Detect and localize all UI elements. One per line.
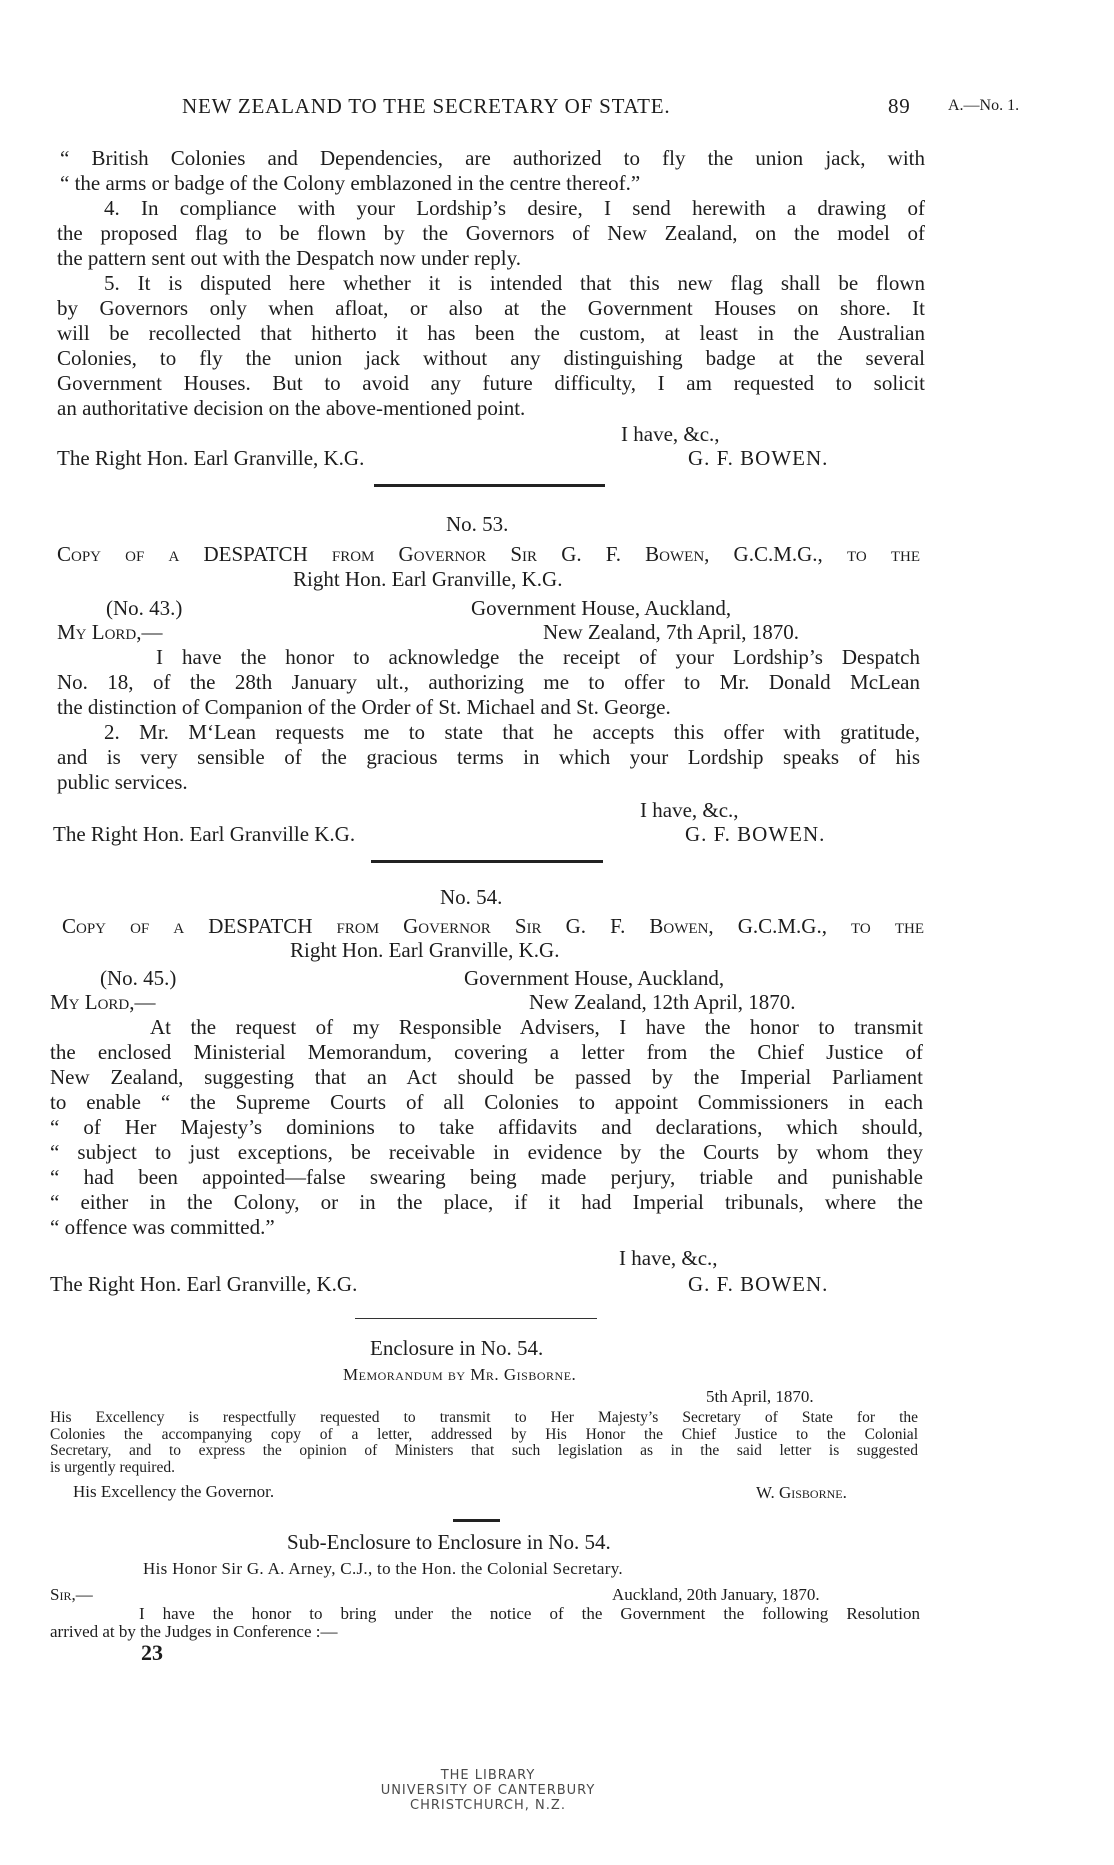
text-line: I have the honor to acknowledge the receipt of your Lordship’s Despatch xyxy=(156,645,920,669)
text-line: will be recollected that hitherto it has been the custom, at least in the Australian xyxy=(57,321,925,345)
despatch-paragraph-2 xyxy=(57,720,920,795)
despatch-date: New Zealand, 7th April, 1870. xyxy=(543,620,800,644)
section-divider xyxy=(453,1519,500,1522)
despatch-place: Government House, Auckland, xyxy=(464,966,725,990)
despatch-reference: (No. 45.) xyxy=(100,966,177,990)
text-line: His Excellency is respectfully requested to transmit to Her Majesty’s Secretary of State for the xyxy=(50,1409,918,1426)
text-line: the enclosed Ministerial Memorandum, covering a letter from the Chief Justice of xyxy=(50,1040,923,1064)
subenclosure-heading: Sub-Enclosure to Enclosure in No. 54. xyxy=(287,1530,611,1554)
addressee: His Excellency the Governor. xyxy=(73,1482,275,1501)
document-reference: A.—No. 1. xyxy=(948,97,1020,114)
despatch-paragraph-1 xyxy=(57,645,920,720)
despatch-place: Government House, Auckland, xyxy=(471,596,732,620)
text-line: “ offence was committed.” xyxy=(50,1215,275,1239)
text-line: 4. In compliance with your Lordship’s desire, I send herewith a drawing of xyxy=(104,196,925,220)
text-line: the proposed flag to be flown by the Governors of New Zealand, on the model of xyxy=(57,221,925,245)
salutation: Sir,— xyxy=(50,1585,93,1604)
signature-mark: 23 xyxy=(141,1640,163,1665)
text-line: At the request of my Responsible Advisers, I have the honor to transmit xyxy=(150,1015,923,1039)
text-line: is urgently required. xyxy=(50,1458,175,1476)
closing: I have, &c., xyxy=(619,1246,718,1270)
enclosure-heading: Enclosure in No. 54. xyxy=(370,1336,544,1360)
addressee: The Right Hon. Earl Granville K.G. xyxy=(53,822,356,846)
text-line: Secretary, and to express the opinion of Ministers that such legislation as in the said letter is suggested xyxy=(50,1442,918,1459)
despatch-title xyxy=(62,914,924,939)
enclosure-date: 5th April, 1870. xyxy=(706,1387,814,1406)
subenclosure-body xyxy=(50,1605,920,1641)
despatch-title-line-2: Right Hon. Earl Granville, K.G. xyxy=(290,938,560,962)
stamp-line: UNIVERSITY OF CANTERBURY xyxy=(380,1783,596,1798)
signature: W. Gisborne. xyxy=(756,1483,847,1502)
despatch-title-line-2: Right Hon. Earl Granville, K.G. xyxy=(293,567,563,591)
despatch-paragraph-1 xyxy=(50,1015,923,1240)
intro-paragraph-5 xyxy=(57,271,925,421)
text-line: “ of Her Majesty’s dominions to take affidavits and declarations, which should, xyxy=(50,1115,923,1139)
text-line: Copy of a DESPATCH from Governor Sir G. F. Bowen, G.C.M.G., to the xyxy=(62,914,924,938)
enclosure-subheading: Memorandum by Mr. Gisborne. xyxy=(343,1365,577,1384)
signature: G. F. BOWEN. xyxy=(685,822,826,846)
despatch-number: No. 54. xyxy=(440,885,503,909)
text-line: arrived at by the Judges in Conference :— xyxy=(50,1622,338,1641)
text-line: Colonies, to fly the union jack without any distinguishing badge at the several xyxy=(57,346,925,370)
addressee: The Right Hon. Earl Granville, K.G. xyxy=(57,446,365,470)
text-line: No. 18, of the 28th January ult., authorizing me to offer to Mr. Donald McLean xyxy=(57,670,920,694)
section-divider xyxy=(374,484,605,487)
text-line: and is very sensible of the gracious terms in which your Lordship speaks of his xyxy=(57,745,920,769)
intro-quote xyxy=(57,146,925,196)
text-line: I have the honor to bring under the notice of the Government the following Resolution xyxy=(139,1604,920,1623)
despatch-date: New Zealand, 12th April, 1870. xyxy=(529,990,796,1014)
text-line: by Governors only when afloat, or also at the Government Houses on shore. It xyxy=(57,296,925,320)
text-line: Government Houses. But to avoid any future difficulty, I am requested to solicit xyxy=(57,371,925,395)
despatch-title xyxy=(57,542,920,567)
text-line: “ subject to just exceptions, be receivable in evidence by the Courts by whom they xyxy=(50,1140,923,1164)
text-line: an authoritative decision on the above-mentioned point. xyxy=(57,396,526,420)
signature: G. F. BOWEN. xyxy=(688,446,829,470)
text-line: 2. Mr. M‘Lean requests me to state that he accepts this offer with gratitude, xyxy=(104,720,920,744)
closing: I have, &c., xyxy=(640,798,739,822)
text-line: New Zealand, suggesting that an Act should be passed by the Imperial Parliament xyxy=(50,1065,923,1089)
text-line: 5. It is disputed here whether it is intended that this new flag shall be flown xyxy=(104,271,925,295)
salutation: My Lord,— xyxy=(57,620,163,644)
signature: G. F. BOWEN. xyxy=(688,1272,829,1296)
text-line: Copy of a DESPATCH from Governor Sir G. F. Bowen, G.C.M.G., to the xyxy=(57,542,920,566)
despatch-reference: (No. 43.) xyxy=(106,596,183,620)
intro-paragraph-4 xyxy=(57,196,925,271)
despatch-number: No. 53. xyxy=(446,512,509,536)
section-divider xyxy=(355,1318,597,1319)
page-number: 89 xyxy=(888,94,911,118)
running-title: NEW ZEALAND TO THE SECRETARY OF STATE. xyxy=(182,94,671,118)
library-stamp xyxy=(338,1768,638,1813)
stamp-line: CHRISTCHURCH, N.Z. xyxy=(410,1798,566,1813)
text-line: the pattern sent out with the Despatch now under reply. xyxy=(57,246,522,270)
addressee: The Right Hon. Earl Granville, K.G. xyxy=(50,1272,358,1296)
stamp-line: THE LIBRARY xyxy=(440,1768,536,1783)
text-line: “ British Colonies and Dependencies, are authorized to fly the union jack, with xyxy=(60,146,925,170)
text-line: to enable “ the Supreme Courts of all Colonies to appoint Commissioners in each xyxy=(50,1090,923,1114)
subenclosure-date: Auckland, 20th January, 1870. xyxy=(612,1585,820,1604)
text-line: “ had been appointed—false swearing being made perjury, triable and punishable xyxy=(50,1165,923,1189)
text-line: the distinction of Companion of the Order of St. Michael and St. George. xyxy=(57,695,671,719)
salutation: My Lord,— xyxy=(50,990,156,1014)
text-line: “ the arms or badge of the Colony emblazoned in the centre thereof.” xyxy=(60,171,641,195)
section-divider xyxy=(371,860,603,863)
closing: I have, &c., xyxy=(621,422,720,446)
text-line: Colonies the accompanying copy of a letter, addressed by His Honor the Chief Justice to the Colonial xyxy=(50,1425,918,1443)
enclosure-body xyxy=(50,1410,918,1476)
subenclosure-subheading: His Honor Sir G. A. Arney, C.J., to the Hon. the Colonial Secretary. xyxy=(143,1559,623,1578)
text-line: public services. xyxy=(57,770,188,794)
text-line: “ either in the Colony, or in the place, if it had Imperial tribunals, where the xyxy=(50,1190,923,1214)
